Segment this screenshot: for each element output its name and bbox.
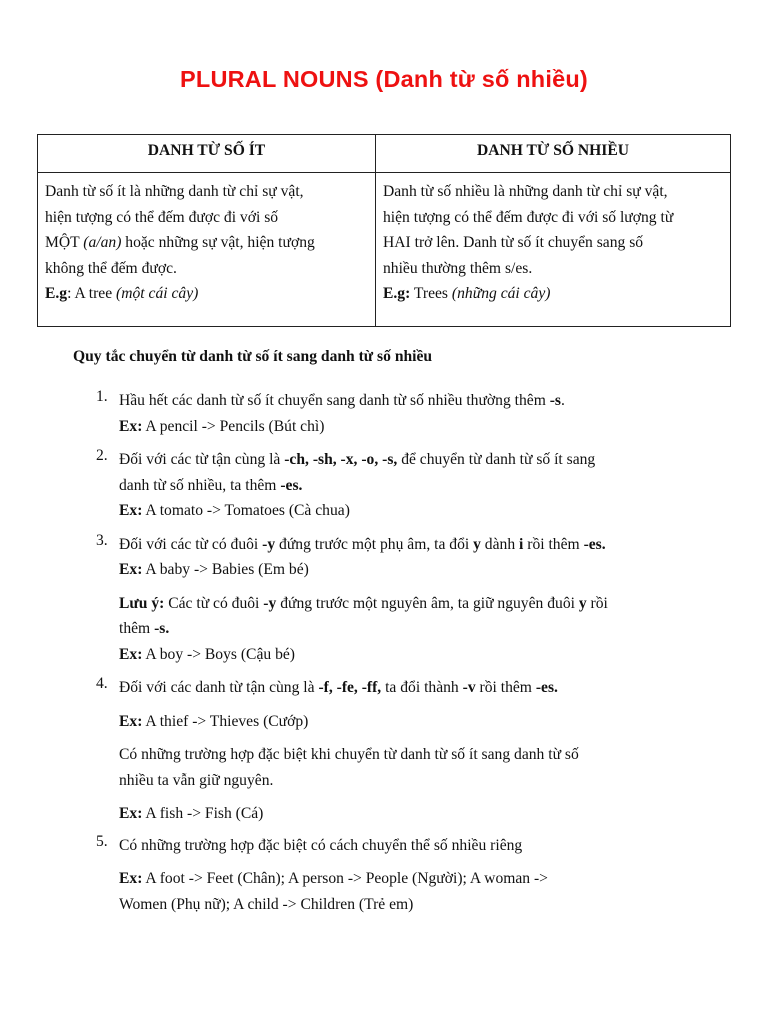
rule-2: 2. Đối với các từ tận cùng là -ch, -sh, -x, -o, -s, để chuyển từ danh từ số ít sang danh từ số nhiều, ta thêm -es. Ex: A tomato -> Tomatoes (Cà chua): [96, 447, 696, 524]
rule-4-special: Có những trường hợp đặc biệt khi chuyển từ danh từ số ít sang danh từ số: [119, 746, 579, 763]
comparison-table: [37, 134, 731, 327]
rule-3-example-2: Ex: A boy -> Boys (Cậu bé): [119, 645, 295, 663]
singular-definition-cell: Danh từ số ít là những danh từ chỉ sự vật, hiện tượng có thể đếm được đi với số MỘT (a/an) hoặc những sự vật, hiện tượng không thể đếm được. E.g: A tree (một cái cây): [38, 173, 376, 327]
rule-4: 4. Đối với các danh từ tận cùng là -f, -fe, -ff, ta đổi thành -v rồi thêm -es. Ex: A thief -> Thieves (Cướp) Có những trường hợp đặc biệt khi chuyển từ danh từ số ít sang danh từ số nhiều ta vẫn giữ nguyên. Ex: A fish -> Fish (Cá): [96, 675, 696, 827]
rule-1: 1. Hầu hết các danh từ số ít chuyển sang danh từ số nhiều thường thêm -s. Ex: A pencil -> Pencils (Bút chì): [96, 388, 696, 439]
plural-definition-cell: Danh từ số nhiều là những danh từ chỉ sự vật, hiện tượng có thể đếm được đi với số lượng từ HAI trở lên. Danh từ số ít chuyển sang số nhiều thường thêm s/es. E.g: Trees (những cái cây): [376, 173, 731, 327]
rules-heading: Quy tắc chuyển từ danh từ số ít sang danh từ số nhiều: [73, 348, 433, 365]
header-singular: DANH TỪ SỐ ÍT: [38, 135, 376, 173]
rule-5-example: Ex: A foot -> Feet (Chân); A person -> People (Người); A woman ->: [119, 870, 548, 887]
rule-3: 3. Đối với các từ có đuôi -y đứng trước một phụ âm, ta đổi y dành i rồi thêm -es. Ex: A baby -> Babies (Em bé) Lưu ý: Các từ có đuôi -y đứng trước một nguyên âm, ta giữ nguyên đuôi y rồi thêm -s. Ex: A boy -> Boys (Cậu bé): [96, 532, 696, 668]
rule-4-example-2: Ex: A fish -> Fish (Cá): [119, 805, 264, 822]
page-title: PLURAL NOUNS (Danh từ số nhiều): [180, 66, 588, 92]
rule-1-example: Ex: A pencil -> Pencils (Bút chì): [119, 417, 325, 435]
rule-4-example: Ex: A thief -> Thieves (Cướp): [119, 712, 309, 730]
rules-list: [96, 388, 696, 917]
rule-3-note: Lưu ý: Các từ có đuôi -y đứng trước một nguyên âm, ta giữ nguyên đuôi y rồi: [119, 594, 608, 612]
rule-5: 5. Có những trường hợp đặc biệt có cách chuyển thể số nhiều riêng Ex: A foot -> Feet (Chân); A person -> People (Người); A woman -> Women (Phụ nữ); A child -> Children (Trẻ em): [96, 833, 696, 918]
singular-example: E.g: A tree (một cái cây): [45, 285, 199, 302]
plural-example: E.g: Trees (những cái cây): [383, 285, 551, 302]
header-plural: DANH TỪ SỐ NHIỀU: [376, 135, 731, 173]
rule-3-example: Ex: A baby -> Babies (Em bé): [119, 561, 309, 578]
rule-2-example: Ex: A tomato -> Tomatoes (Cà chua): [119, 502, 350, 519]
